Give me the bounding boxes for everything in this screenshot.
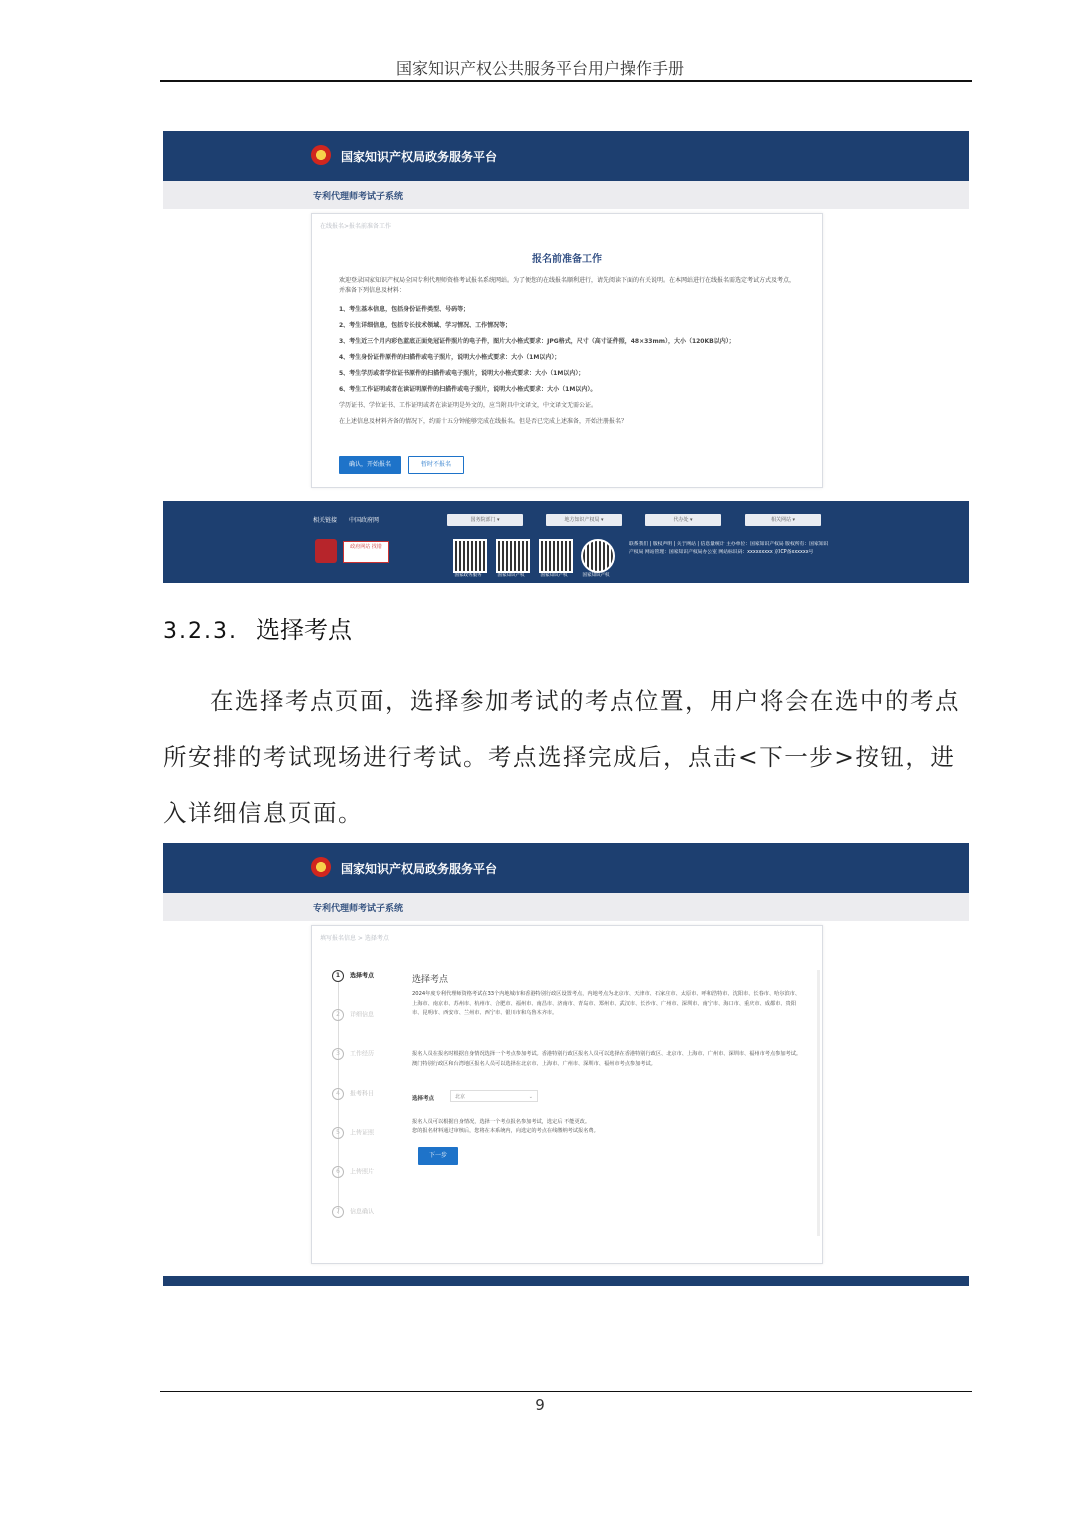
chevron-down-icon: ⌄: [528, 1094, 533, 1100]
qr-code-icon: [539, 539, 573, 573]
list-item: 1、考生基本信息，包括身份证件类型、号码等；: [339, 306, 470, 313]
qr-code-icon: [496, 539, 530, 573]
step-item[interactable]: 4 报考科目: [332, 1088, 374, 1100]
qr-code-icon: [453, 539, 487, 573]
exam-site-select[interactable]: 北京 ⌄: [450, 1090, 538, 1102]
step-item[interactable]: 2 详细信息: [332, 1009, 374, 1021]
confirm-register-button[interactable]: 确认，开始报名: [339, 456, 401, 474]
skip-register-button[interactable]: 暂时不报名: [408, 456, 464, 474]
ministries-select[interactable]: 国务院部门 ▾: [447, 514, 523, 526]
qr-caption: 国家政务服务: [454, 573, 482, 578]
platform-topbar: [163, 131, 969, 181]
prep-intro: 欢迎登录国家知识产权局全国专利代理师资格考试报名系统网站。为了便您的在线报名顺利进行，请先阅读下面的有关说明。在本网站进行在线报名需选定考试方式及考点，并准备下列信息及材料：: [339, 277, 796, 294]
document-header: 国家知识产权公共服务平台用户操作手册: [395, 59, 684, 78]
list-item: 2、考生详细信息，包括专长技术领域、学习情况、工作情况等；: [339, 322, 512, 329]
paragraph-text: 在选择考点页面，选择参加考试的考点位置，用户将会在选中的考点所安排的考试现场进行考试。考点选择完成后，点击<下一步>按钮，进入详细信息页面。: [163, 687, 960, 827]
breadcrumb: 在线报名>报名前准备工作: [320, 223, 392, 230]
agency-select[interactable]: 代办处 ▾: [645, 514, 721, 526]
site-description: 2024年度专利代理师资格考试在33个内地城市和香港特别行政区设置考点，内地考点为北京市、天津市、石家庄市、太原市、呼和浩特市、沈阳市、长春市、哈尔滨市、上海市、南京市、苏州市、杭州市、合肥市、福州市、南昌市、济南市、青岛市、郑州市、武汉市、长沙市、广州市、深圳市、南宁市、海口市、重庆市、成都市、贵阳市、昆明市、西安市、兰州市、西宁市、银川市和乌鲁木齐市。: [412, 991, 801, 1016]
site-fee-note: 您的报名材料通过审核后，您将在本系统内，向选定的考点在线缴纳考试报名费。: [412, 1128, 599, 1134]
platform-title: 国家知识产权局政务服务平台: [341, 862, 498, 876]
qr-caption: 国家知识产权: [497, 573, 525, 578]
prep-card: [311, 213, 823, 488]
footer-info: 联系我们 | 版权声明 | 关于网站 | 信息量统计 主办单位：国家知识产权局 版权所有：国家知识产权局 网站管理：国家知识产权局办公室 网站标识码：xxxxxxxxx 京ICP备xxxxxx号: [629, 542, 829, 555]
step-item[interactable]: 7 信息确认: [332, 1206, 374, 1218]
step-item[interactable]: 1 选择考点: [332, 970, 374, 982]
national-emblem-icon: [311, 145, 331, 165]
qr-code-icon: [581, 539, 615, 573]
step-item[interactable]: 3 工作经历: [332, 1048, 374, 1060]
site-card: [311, 925, 823, 1264]
footer-rule: [160, 1391, 972, 1392]
prep-note: 在上述信息及材料齐备的情况下，约需十五分钟能够完成在线报名。但是否已完成上述准备，开始注册报名？: [339, 418, 628, 425]
section-number: 3.2.3.: [163, 619, 238, 644]
step-item[interactable]: 5 上传证照: [332, 1127, 374, 1139]
list-item: 5、考生学历或者学位证书原件的扫描件或电子照片，说明大小格式要求：大小（1M以内）；: [339, 370, 585, 377]
subsystem-title: 专利代理师考试子系统: [313, 904, 404, 914]
step-item[interactable]: 6 上传照片: [332, 1166, 374, 1178]
page-number: 9: [535, 1396, 545, 1414]
section-heading: [163, 610, 352, 645]
subsystem-bar: [163, 893, 969, 921]
platform-title: 国家知识产权局政务服务平台: [341, 150, 498, 164]
qr-caption: 国家知识产权: [582, 573, 610, 578]
scrollbar[interactable]: [817, 970, 820, 1236]
party-emblem-icon: [315, 539, 337, 563]
site-footer: [163, 501, 969, 583]
list-item: 3、考生近三个月内彩色蓝底正面免冠证件照片的电子件，图片大小格式要求：JPG格式，尺寸（高寸证件照，48×33mm），大小（120KB以内）；: [339, 338, 735, 345]
gov-site-link[interactable]: 中国政府网: [349, 517, 380, 524]
footer-strip: [163, 1276, 969, 1286]
screenshot-site-page: [163, 843, 969, 1288]
national-emblem-icon: [311, 857, 331, 877]
screenshot-prep-page: [163, 131, 969, 583]
section-title: 选择考点: [255, 616, 352, 644]
subsystem-title: 专利代理师考试子系统: [313, 192, 404, 202]
site-title: 选择考点: [412, 975, 449, 985]
local-ipo-select[interactable]: 地方知识产权局 ▾: [546, 514, 622, 526]
related-sites-select[interactable]: 相关网站 ▾: [745, 514, 821, 526]
select-site-label: 选择考点: [412, 1096, 435, 1102]
prep-instructions: [339, 276, 799, 430]
next-step-button[interactable]: 下一步: [418, 1147, 458, 1165]
prep-note: 学历证书、学位证书、工作证明或者在读证明是外文的，应当附具中文译文，中文译文无需公证。: [339, 402, 598, 409]
platform-topbar: [163, 843, 969, 893]
header-rule: [160, 80, 972, 82]
site-rules: 报名人员在报名时根据自身情况选择一个考点参加考试。香港特别行政区报名人员可以选择在香港特别行政区、北京市、上海市、广州市、深圳市、福州市考点参加考试。澳门特别行政区和台湾地区报名人员可以选择在北京市、上海市、广州市、深圳市、福州市考点参加考试。: [412, 1051, 802, 1067]
site-warning: 报名人员可以根据自身情况，选择一个考点报名参加考试，选定后 不能更改。: [412, 1119, 591, 1125]
list-item: 4、考生身份证件原件的扫描件或电子照片，说明大小格式要求：大小（1M以内）；: [339, 354, 561, 361]
subsystem-bar: [163, 181, 969, 209]
body-paragraph: [163, 673, 969, 841]
gov-error-badge[interactable]: 政府网站 找错: [343, 541, 389, 563]
qr-caption: 国家知识产权: [540, 573, 568, 578]
list-item: 6、考生工作证明或者在读证明原件的扫描件或电子照片，说明大小格式要求：大小（1M以内）。: [339, 386, 597, 393]
breadcrumb: 填写报名信息 > 选择考点: [320, 935, 389, 942]
prep-title: 报名前准备工作: [532, 254, 602, 265]
related-links-label: 相关链接: [313, 517, 338, 524]
